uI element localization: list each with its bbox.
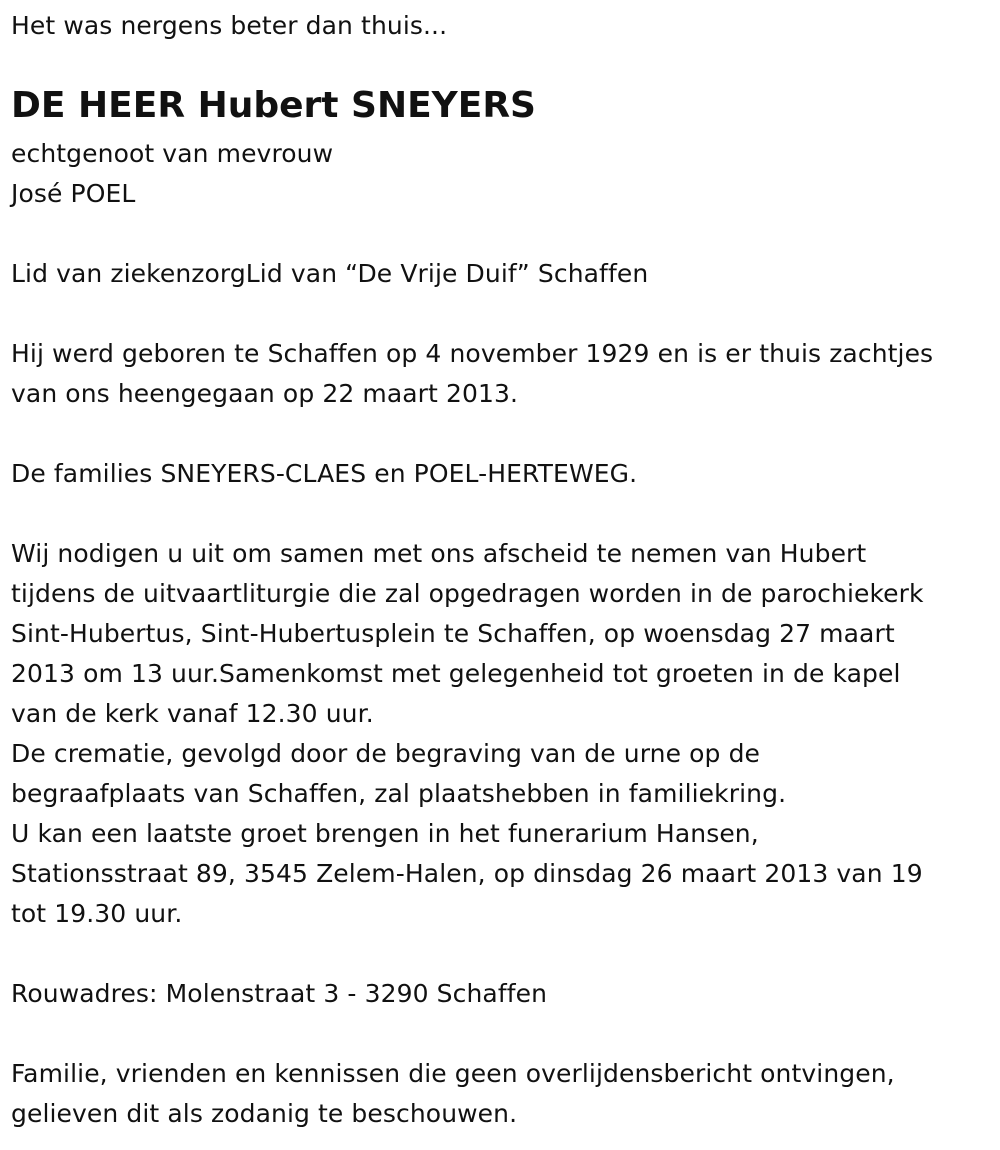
birth-death-line-2: van ons heengegaan op 22 maart 2013.: [11, 379, 519, 408]
closing-line: Familie, vrienden en kennissen die geen overlijdensbericht ontvingen,: [11, 1059, 895, 1088]
mourning-address: Rouwadres: Molenstraat 3 - 3290 Schaffen: [11, 979, 548, 1008]
ceremony-line: tijdens de uitvaartliturgie die zal opgedragen worden in de parochiekerk: [11, 579, 924, 608]
ceremony-line: begraafplaats van Schaffen, zal plaatshebben in familiekring.: [11, 779, 787, 808]
deceased-name: DE HEER Hubert SNEYERS: [11, 85, 536, 126]
ceremony-line: De crematie, gevolgd door de begraving van de urne op de: [11, 739, 761, 768]
spouse-name: José POEL: [11, 179, 136, 208]
ceremony-line: Sint-Hubertus, Sint-Hubertusplein te Schaffen, op woensdag 27 maart: [11, 619, 895, 648]
ceremony-line: tot 19.30 uur.: [11, 899, 183, 928]
ceremony-line: Stationsstraat 89, 3545 Zelem-Halen, op dinsdag 26 maart 2013 van 19: [11, 859, 923, 888]
ceremony-line: van de kerk vanaf 12.30 uur.: [11, 699, 374, 728]
closing-line: gelieven dit als zodanig te beschouwen.: [11, 1099, 518, 1128]
ceremony-line: 2013 om 13 uur.Samenkomst met gelegenheid tot groeten in de kapel: [11, 659, 901, 688]
ceremony-line: U kan een laatste groet brengen in het funerarium Hansen,: [11, 819, 759, 848]
birth-death-line-1: Hij werd geboren te Schaffen op 4 november 1929 en is er thuis zachtjes: [11, 339, 934, 368]
families: De families SNEYERS-CLAES en POEL-HERTEWEG.: [11, 459, 638, 488]
spouse-relation: echtgenoot van mevrouw: [11, 139, 334, 168]
ceremony-line: Wij nodigen u uit om samen met ons afscheid te nemen van Hubert: [11, 539, 867, 568]
intro-text: Het was nergens beter dan thuis...: [11, 11, 448, 40]
memberships: Lid van ziekenzorgLid van “De Vrije Duif” Schaffen: [11, 259, 649, 288]
